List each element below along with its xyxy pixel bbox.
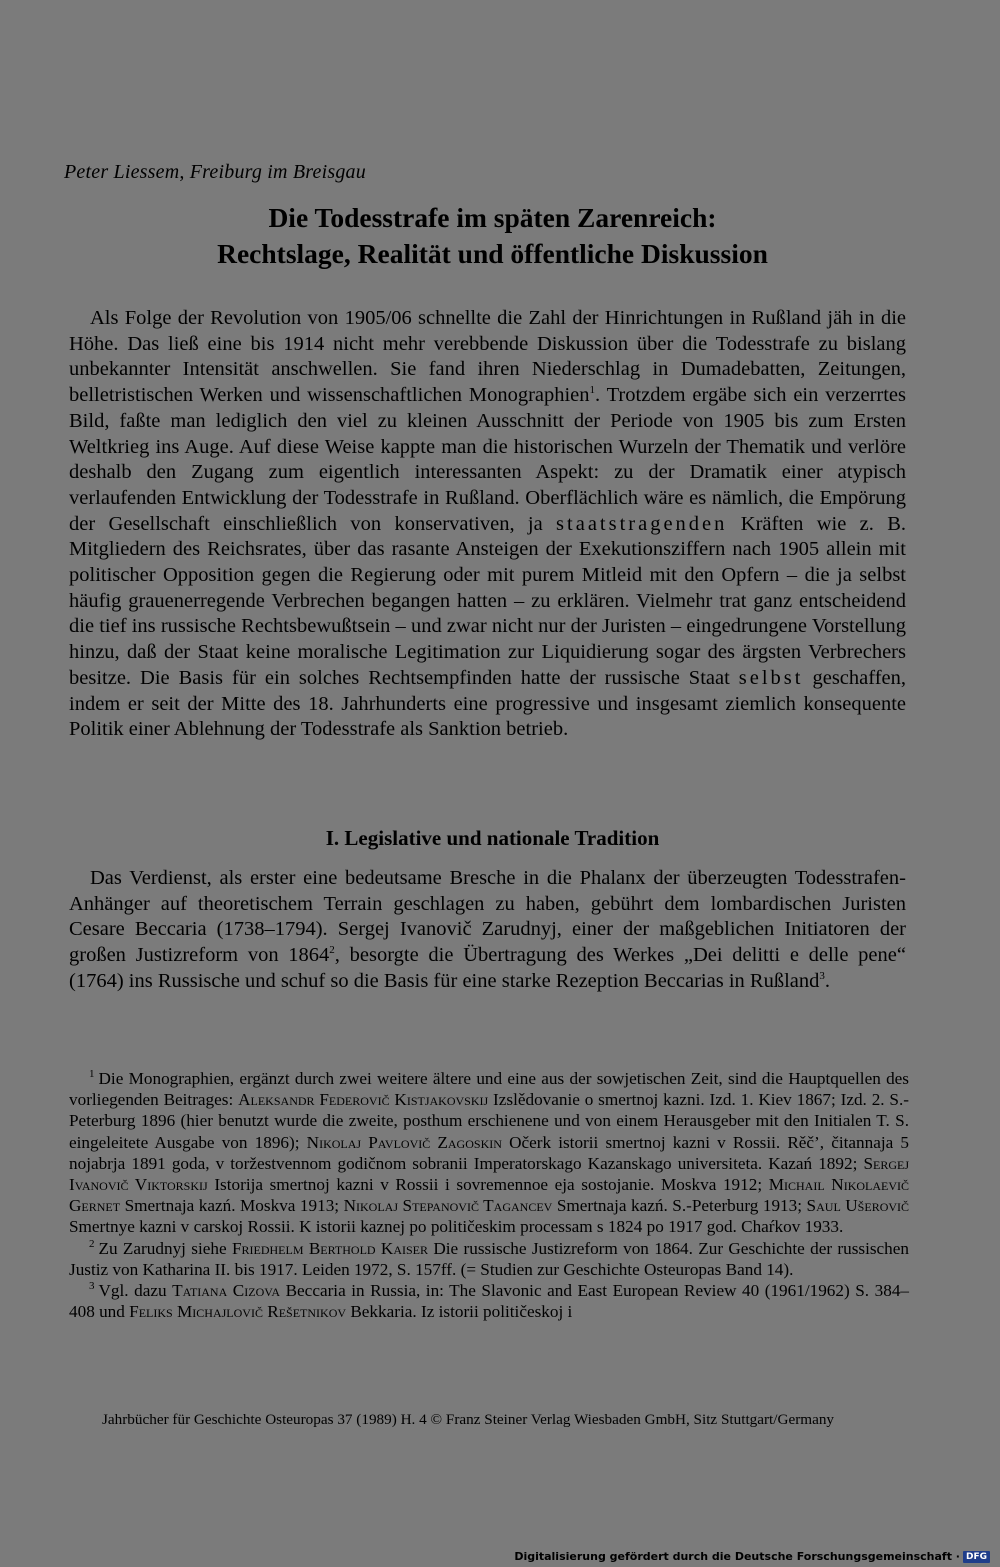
section-paragraph <box>69 866 906 995</box>
digitization-credit <box>514 1550 990 1563</box>
footnote-1-author-1: Aleksandr Federovič Kistjakovskij <box>238 1090 489 1110</box>
footnote-3-author-2: Feliks Michajlovič Rešetnikov <box>129 1302 347 1322</box>
section-heading: I. Legislative und nationale Tradition <box>325 826 660 850</box>
dfg-logo-icon: DFG <box>963 1551 990 1563</box>
intro-text-1: Als Folge der Revolution von 1905/06 schnellte die Zahl der Hinrichtungen in Rußland jäh in die Höhe. Das ließ eine bis 1914 nicht mehr verebbende Diskussion über die Todesstrafe zu bislang unbekannter Intensität anschwellen. Sie fand ihren Niederschlag in Dumadebatten, Zeitungen, belletristischen Werken und wissenschaftlichen Monographien <box>69 307 906 407</box>
footnote-ref-2: 2 <box>329 944 335 957</box>
footnote-1-text-f: Smertnaja kazń. S.-Peterburg 1913; <box>556 1196 803 1216</box>
footnote-3-mark: 3 <box>89 1280 95 1293</box>
footnote-3-text: Vgl. dazu <box>98 1281 167 1301</box>
title-line-1: Die Todesstrafe im späten Zarenreich: <box>268 202 717 233</box>
footnote-1-text-c: Očerk istorii smertnoj kazni v Rossii. Rěč’, čitannaja 5 nojabrja 1891 goda, v toržestvennom godičnom sobranii Imperatorskago Kazanskago universiteta. Kazań 1892; <box>69 1132 909 1173</box>
credit-text: Digitalisierung gefördert durch die Deutsche Forschungsgemeinschaft · <box>514 1550 960 1563</box>
footnote-1-text-b: Izslědovanie o smertnoj kazni. Izd. 1. Kiev 1867; Izd. 2. S.-Peterburg 1896 (hier benutzt wurde die zweite, posthum erschienene und von einem Herausgeber mit den Initialen T. S. eingeleitete Ausgabe von 1896); <box>69 1090 910 1152</box>
article-title <box>70 200 915 272</box>
intro-text-4: geschaffen, indem er seit der Mitte des 18. Jahrhunderts eine progressive und insgesamt ziemlich konsequente Politik einer Ablehnung der Todesstrafe als Sanktion betrieb. <box>69 666 906 741</box>
footnote-1 <box>69 1068 909 1238</box>
footnote-2-text: Zu Zarudnyj siehe <box>98 1238 227 1258</box>
footnote-2 <box>69 1238 909 1280</box>
section-text-2: , besorgte die Übertragung des Werkes „Dei delitti e delle pene“ (1764) ins Russische und schuf so die Basis für eine starke Rezeption Beccarias in Rußland <box>69 944 906 992</box>
footnote-3-author-1: Tatiana Cizova <box>172 1281 281 1301</box>
footnote-1-text: Die Monographien, ergänzt durch zwei weitere ältere und eine aus der sowjetischen Zeit, sind die Hauptquellen des vorliegenden Beitrages: <box>69 1069 909 1110</box>
footnote-1-text-g: Smertnye kazni v carskoj Rossii. K istorii kaznej po političeskim processam s 1824 po 1917 god. Chaŕkov 1933. <box>69 1217 844 1237</box>
journal-footer: Jahrbücher für Geschichte Osteuropas 37 (1989) H. 4 © Franz Steiner Verlag Wiesbaden GmbH, Sitz Stuttgart/Germany <box>102 1411 835 1428</box>
footnote-ref-3: 3 <box>819 969 825 982</box>
section-text-1: Das Verdienst, als erster eine bedeutsame Bresche in die Phalanx der überzeugten Todesstrafen-Anhänger auf theoretischem Terrain geschlagen zu haben, gebührt dem lombardischen Juristen Cesare Beccaria (1738–1794). Sergej Ivanovič Zarudnyj, einer der maßgeblichen Initiatoren der großen Justizreform von 1864 <box>69 867 906 967</box>
footnote-1-author-2: Nikolaj Pavlovič Zagoskin <box>306 1132 502 1152</box>
footnote-1-author-4: Michail Nikolaevič Gernet <box>69 1175 910 1216</box>
footnote-ref-1: 1 <box>589 384 596 397</box>
footnote-1-author-5: Nikolaj Stepanovič Tagancev <box>343 1196 553 1216</box>
intro-spaced-word-1: staatstragenden <box>556 512 728 535</box>
footnote-3-text-c: Bekkaria. Iz istorii političeskoj i <box>350 1302 573 1322</box>
footnote-1-mark: 1 <box>89 1068 95 1081</box>
intro-spaced-word-2: selbst <box>738 666 804 689</box>
intro-text-3: Kräften wie z. B. Mitgliedern des Reichsrates, über das rasante Ansteigen der Exekutionsziffern nach 1905 allein mit politischer Opposition gegen die Regierung oder mit purem Mitleid mit den Opfern – die ja selbst häufig grauenerregende Verbrechen begangen hatten – zu erklären. Vielmehr trat ganz entscheidend die tief ins russische Rechtsbewußtsein – und zwar nicht nur der Juristen – eingedrungene Vorstellung hinzu, daß der Staat keine moralische Legitimation zur Liquidierung sogar des ärgsten Verbrechers besitze. Die Basis für ein solches Rechtsempfinden hatte der russische Staat <box>69 512 907 689</box>
footnote-3 <box>69 1280 909 1322</box>
title-line-2: Rechtslage, Realität und öffentliche Diskussion <box>217 238 768 269</box>
footnote-2-text-b: Die russische Justizreform von 1864. Zur Geschichte der russischen Justiz von Katharina II. bis 1917. Leiden 1972, S. 157ff. (= Studien zur Geschichte Osteuropas Band 14). <box>69 1238 909 1279</box>
section-text-3: . <box>824 969 830 992</box>
intro-text-2: . Trotzdem ergäbe sich ein verzerrtes Bild, faßte man lediglich den viel zu kleinen Ausschnitt der Periode von 1905 bis zum Ersten Weltkrieg ins Auge. Auf diese Weise kappte man die historischen Wurzeln der Thematik und verlöre deshalb den Zugang zum eigentlich interessanten Aspekt: zu der Dramatik einer atypisch verlaufenden Entwicklung der Todesstrafe in Rußland. Oberflächlich wäre es nämlich, die Empörung der Gesellschaft einschließlich von konservativen, ja <box>69 384 906 535</box>
footnote-1-author-6: Saul Ušerovič <box>806 1196 910 1216</box>
author-line: Peter Liessem, Freiburg im Breisgau <box>64 161 366 183</box>
footnote-1-text-d: Istorija smertnoj kazni v Rossii i sovremennoe eja sostojanie. Moskva 1912; <box>214 1175 763 1195</box>
footnote-3-text-b: Beccaria in Russia, in: The Slavonic and East European Review 40 (1961/1962) S. 384–408 und <box>69 1281 910 1322</box>
intro-paragraph <box>69 306 906 743</box>
footnote-2-author-1: Friedhelm Berthold Kaiser <box>231 1238 428 1258</box>
footnote-2-mark: 2 <box>89 1237 95 1250</box>
footnote-1-author-3: Sergej Ivanovič Viktorskij <box>69 1153 909 1195</box>
footnote-1-text-e: Smertnaja kazń. Moskva 1913; <box>124 1196 340 1216</box>
footnotes <box>69 1068 909 1322</box>
